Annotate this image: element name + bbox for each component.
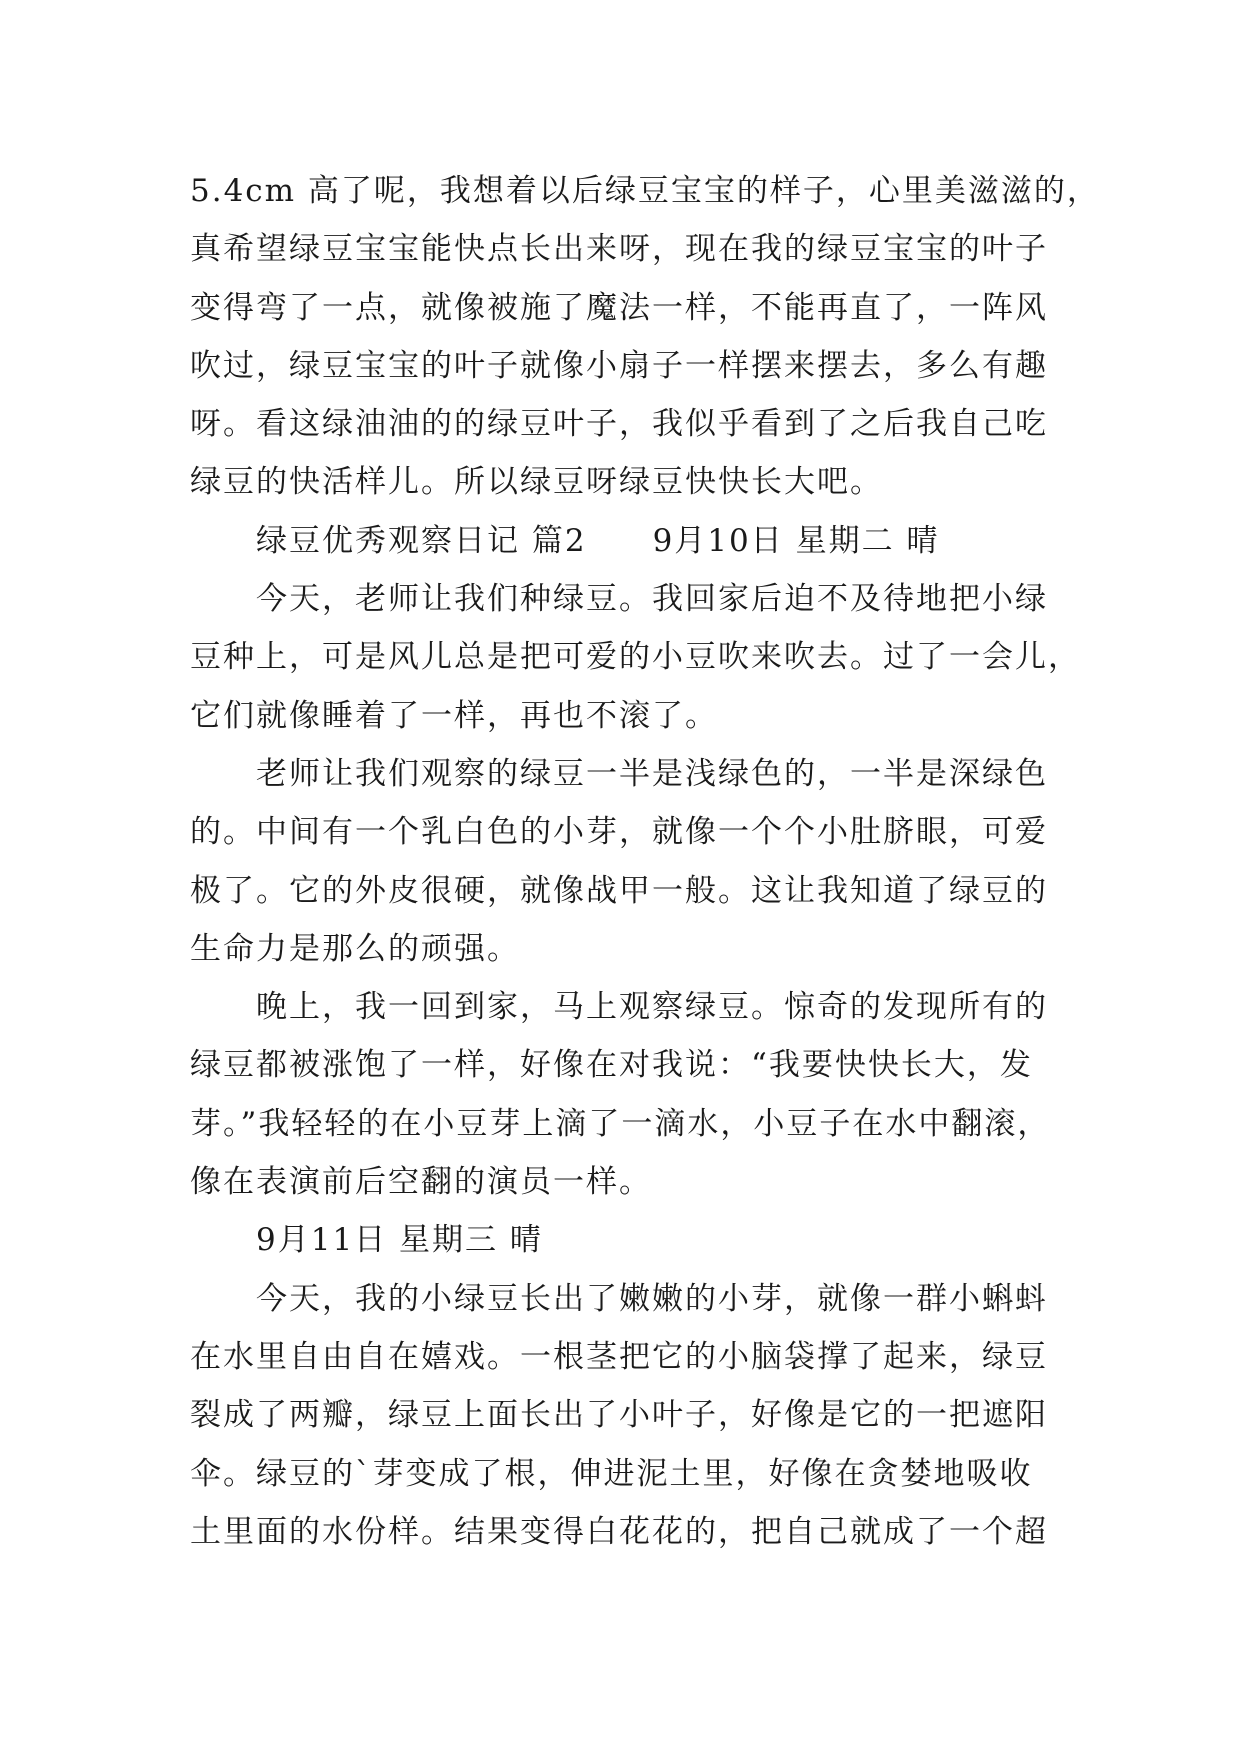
text-line: 绿豆优秀观察日记 篇2 9月10日 星期二 晴 (256, 522, 940, 559)
text-line: 9月11日 星期三 晴 (256, 1222, 543, 1259)
text-line: 像在表演前后空翻的演员一样。 (190, 1164, 652, 1201)
text-line: 它们就像睡着了一样，再也不滚了。 (190, 697, 718, 734)
text-line: 晚上，我一回到家，马上观察绿豆。惊奇的发现所有的 (256, 989, 1048, 1026)
text-line: 土里面的水份样。结果变得白花花的，把自己就成了一个超 (190, 1513, 1048, 1550)
text-line: 变得弯了一点，就像被施了魔法一样，不能再直了，一阵风 (190, 289, 1048, 326)
text-line: 绿豆都被涨饱了一样，好像在对我说：“我要快快长大，发 (190, 1047, 1033, 1084)
text-line: 真希望绿豆宝宝能快点长出来呀，现在我的绿豆宝宝的叶子 (190, 231, 1048, 268)
text-line: 在水里自由自在嬉戏。一根茎把它的小脑袋撑了起来，绿豆 (190, 1338, 1048, 1375)
text-line: 今天，我的小绿豆长出了嫩嫩的小芽，就像一群小蝌蚪 (256, 1280, 1048, 1317)
text-line: 伞。绿豆的`芽变成了根，伸进泥土里，好像在贪婪地吸收 (190, 1455, 1033, 1492)
text-line: 的。中间有一个乳白色的小芽，就像一个个小肚脐眼，可爱 (190, 814, 1048, 851)
text-line: 5.4cm 高了呢，我想着以后绿豆宝宝的样子，心里美滋滋的， (190, 173, 1100, 209)
text-line: 芽。”我轻轻的在小豆芽上滴了一滴水，小豆子在水中翻滚， (190, 1105, 1051, 1142)
text-line: 生命力是那么的顽强。 (190, 930, 520, 967)
text-line: 今天，老师让我们种绿豆。我回家后迫不及待地把小绿 (256, 581, 1048, 618)
body-text (190, 162, 1100, 1561)
text-line: 绿豆的快活样儿。所以绿豆呀绿豆快快长大吧。 (190, 464, 883, 501)
text-line: 呀。看这绿油油的的绿豆叶子，我似乎看到了之后我自己吃 (190, 406, 1048, 443)
text-line: 老师让我们观察的绿豆一半是浅绿色的，一半是深绿色 (256, 755, 1048, 792)
text-line: 裂成了两瓣，绿豆上面长出了小叶子，好像是它的一把遮阳 (190, 1397, 1048, 1434)
text-line: 极了。它的外皮很硬，就像战甲一般。这让我知道了绿豆的 (190, 872, 1048, 909)
text-line: 豆种上，可是风儿总是把可爱的小豆吹来吹去。过了一会儿， (190, 639, 1081, 676)
text-line: 吹过，绿豆宝宝的叶子就像小扇子一样摆来摆去，多么有趣 (190, 347, 1048, 384)
